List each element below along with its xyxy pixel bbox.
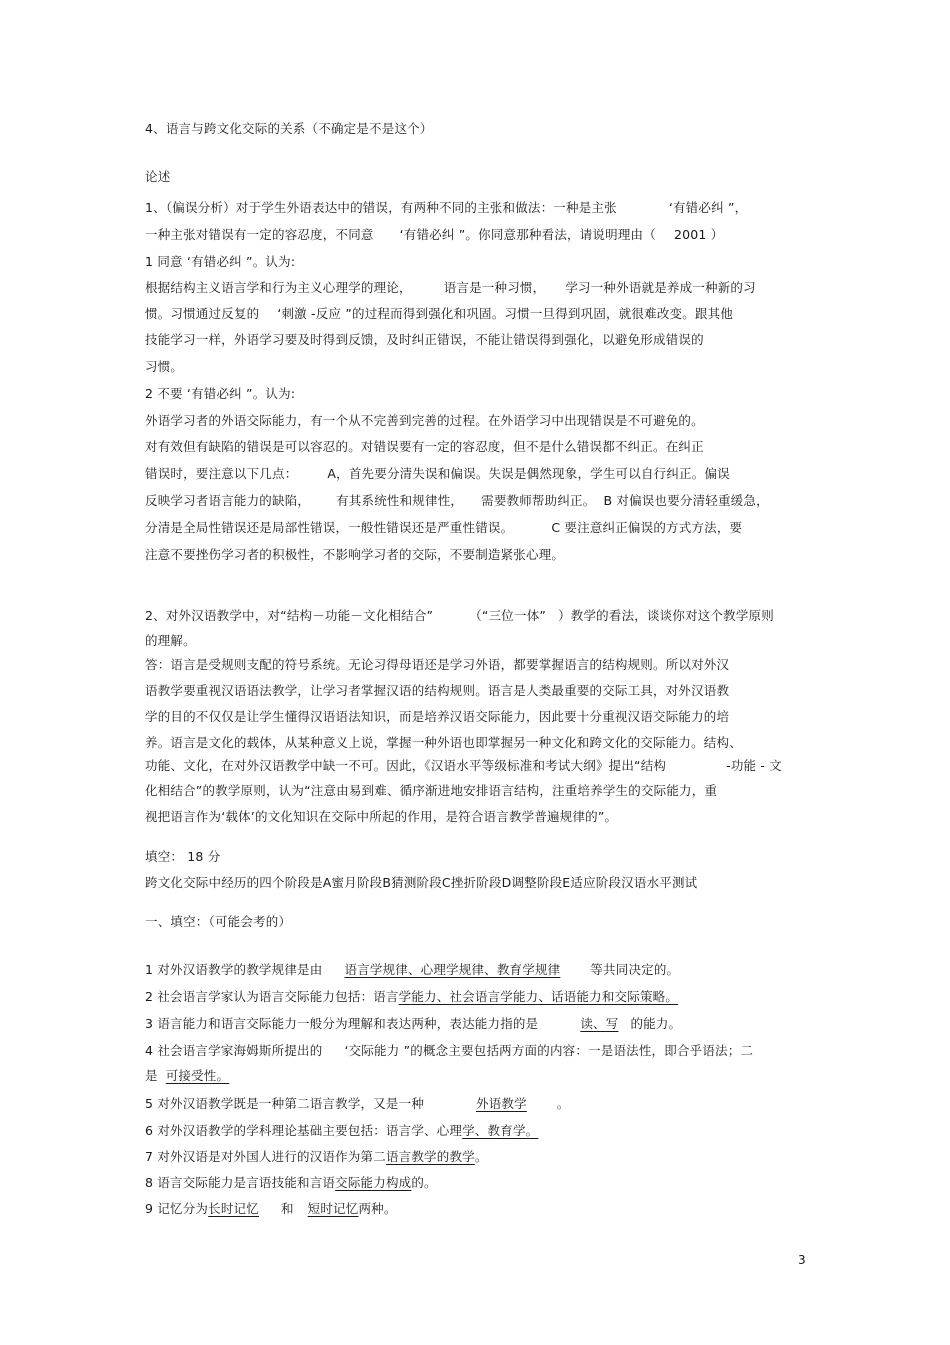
- q1-text: ‘有错必纠 ”。你同意那种看法，请说明理由（: [399, 227, 656, 242]
- page-number: 3: [798, 1253, 806, 1267]
- fill-answer: 短时记忆: [307, 1201, 359, 1216]
- fill-text: 5 对外汉语教学既是一种第二语言教学，又是一种: [145, 1096, 425, 1111]
- disagree-line: 注意不要挫伤学习者的积极性，不影响学习者的交际，不要制造紧张心理。: [145, 547, 565, 562]
- agree-title: 1 同意 ‘有错必纠 ”。认为:: [145, 254, 296, 269]
- fill-answer: 学、教育学。: [462, 1123, 539, 1138]
- q1-text: 一种主张对错误有一定的容忍度，不同意: [145, 227, 374, 242]
- disagree-line: 对有效但有缺陷的错误是可以容忍的。对错误要有一定的容忍度，但不是什么错误都不纠正。在纠正: [145, 439, 704, 454]
- fill-text: 两种。: [358, 1201, 397, 1216]
- fill-answer: 学能力、社会语言学能力、话语能力和交际策略。: [398, 989, 679, 1004]
- fill-answer: 交际能力构成: [335, 1175, 412, 1190]
- fill-text: 等共同决定的。: [590, 962, 680, 977]
- fill-item-8: [145, 1175, 437, 1191]
- fill-item-4-cont: [145, 1068, 229, 1084]
- q1-text: 1、（偏误分析）对于学生外语表达中的错误，有两种不同的主张和做法：一种是主张: [145, 200, 617, 215]
- fill-text: 。: [556, 1096, 570, 1111]
- disagree-text: A，首先要分清失误和偏误。失误是偶然现象，学生可以自行纠正。偏误: [327, 466, 730, 481]
- essay-section-title: 论述: [145, 169, 171, 184]
- fill-text: 9 记忆分为: [145, 1201, 209, 1216]
- fill-item-3: [145, 1016, 681, 1032]
- fill-score: 填空： 18 分: [145, 849, 221, 864]
- q2-answer-line: 视把语言作为‘载体’的文化知识在交际中所起的作用，是符合语言教学普遍规律的”。: [145, 809, 618, 824]
- fill-text: 和: [280, 1201, 294, 1216]
- q2-line-2: 的理解。: [145, 633, 196, 648]
- fill-answer: 语言学规律、心理学规律、教育学规律: [344, 962, 561, 977]
- fill-answer: 外语教学: [476, 1096, 527, 1111]
- fill-item-4: [145, 1043, 753, 1059]
- fill-text: 的。: [411, 1175, 437, 1190]
- q2-answer-text: -功能 - 文: [726, 758, 783, 773]
- fill-item-9: [145, 1201, 397, 1217]
- fill-text: 6 对外汉语教学的学科理论基础主要包括：语言学、心理: [145, 1123, 463, 1138]
- agree-line: 习惯。: [145, 359, 184, 374]
- fill-item-1: [145, 962, 679, 978]
- q1-text: ‘有错必纠 ”，: [668, 200, 748, 215]
- fill-text: 。: [474, 1149, 488, 1164]
- question-4-heading: 4、语言与跨文化交际的关系（不确定是不是这个）: [145, 121, 433, 136]
- q2-text: ）教学的看法，谈谈你对这个教学原则: [558, 608, 774, 623]
- disagree-text: 需要教师帮助纠正。: [481, 493, 596, 508]
- disagree-title: 2 不要 ‘有错必纠 ”。认为:: [145, 386, 296, 401]
- q2-text: （“三位一体”: [469, 608, 547, 623]
- q1-line-2: [145, 227, 723, 243]
- stages-line: 跨文化交际中经历的四个阶段是A蜜月阶段B猜测阶段C挫折阶段D调整阶段E适应阶段汉语水平测试: [145, 875, 698, 890]
- disagree-text: C 要注意纠正偏误的方式方法，要: [551, 520, 743, 535]
- fill-item-2: [145, 989, 730, 1005]
- agree-text: 惯。习惯通过反复的: [145, 306, 260, 321]
- disagree-line: [145, 520, 742, 536]
- fill-section-title: 一、填空：（可能会考的）: [145, 914, 292, 929]
- fill-text: 8 语言交际能力是言语技能和言语: [145, 1175, 336, 1190]
- q2-answer-text: 功能、文化，在对外汉语教学中缺一不可。因此，《汉语水平等级标准和考试大纲》提出“结构: [145, 758, 667, 773]
- fill-text: 3 语言能力和语言交际能力一般分为理解和表达两种，表达能力指的是: [145, 1016, 539, 1031]
- q2-answer-line: 答：语言是受规则支配的符号系统。无论习得母语还是学习外语，都要掌握语言的结构规则。所以对外汉: [145, 657, 730, 672]
- q1-line-1: [145, 200, 747, 216]
- disagree-text: 分清是全局性错误还是局部性错误，一般性错误还是严重性错误。: [145, 520, 514, 535]
- q2-answer-line: [145, 758, 782, 774]
- q2-answer-line: 语教学要重视汉语语法教学，让学习者掌握汉语的结构规则。语言是人类最重要的交际工具，对外汉语教: [145, 683, 730, 698]
- fill-answer: 语言教学的教学: [385, 1149, 475, 1164]
- fill-text: 的能力。: [630, 1016, 682, 1031]
- agree-line: [145, 280, 756, 296]
- q2-line-1: [145, 608, 774, 624]
- fill-answer: 读、写: [580, 1016, 619, 1031]
- fill-text: 1 对外汉语教学的教学规律是由: [145, 962, 323, 977]
- agree-text: 根据结构主义语言学和行为主义心理学的理论，: [145, 280, 412, 295]
- agree-line: [145, 306, 733, 322]
- q2-answer-line: 化相结合”的教学原则，认为“注意由易到难、循序渐进地安排语言结构，注重培养学生的交际能力，重: [145, 783, 718, 798]
- disagree-text: B 对偏误也要分清轻重缓急，: [603, 493, 769, 508]
- fill-text: 7 对外汉语是对外国人进行的汉语作为第二: [145, 1149, 386, 1164]
- disagree-line: [145, 466, 730, 482]
- fill-answer: 长时记忆: [208, 1201, 259, 1216]
- q1-text: 2001 ）: [673, 227, 724, 242]
- agree-line: 技能学习一样，外语学习要及时得到反馈，及时纠正错误，不能让错误得到强化，以避免形成错误的: [145, 332, 704, 347]
- fill-text: 4 社会语言学家海姆斯所提出的: [145, 1043, 323, 1058]
- fill-item-7: [145, 1149, 488, 1165]
- disagree-text: 错误时，要注意以下几点：: [145, 466, 298, 481]
- fill-item-6: [145, 1123, 568, 1139]
- agree-text: 学习一种外语就是养成一种新的习: [565, 280, 756, 295]
- fill-answer: 可接受性。: [165, 1068, 230, 1083]
- fill-text: 2 社会语言学家认为语言交际能力包括：语言: [145, 989, 399, 1004]
- agree-text: ‘刺激 -反应 ”的过程而得到强化和巩固。习惯一旦得到巩固，就很难改变。跟其他: [277, 306, 734, 321]
- q2-answer-line: 养。语言是文化的载体，从某种意义上说，掌握一种外语也即掌握另一种文化和跨文化的交际能力。结构、: [145, 735, 742, 750]
- disagree-line: [145, 493, 769, 509]
- q2-answer-line: 学的目的不仅仅是让学生懂得汉语语法知识，而是培养汉语交际能力，因此要十分重视汉语交际能力的培: [145, 709, 730, 724]
- fill-text: 是: [145, 1068, 158, 1083]
- disagree-line: 外语学习者的外语交际能力，有一个从不完善到完善的过程。在外语学习中出现错误是不可避免的。: [145, 413, 704, 428]
- fill-text: ‘交际能力 ”的概念主要包括两方面的内容：一是语法性，即合乎语法；二: [344, 1043, 754, 1058]
- disagree-text: 有其系统性和规律性，: [336, 493, 464, 508]
- agree-text: 语言是一种习惯，: [443, 280, 546, 295]
- disagree-text: 反映学习者语言能力的缺陷，: [145, 493, 311, 508]
- q2-text: 2、对外汉语教学中，对“结构－功能－文化相结合”: [145, 608, 434, 623]
- fill-item-5: [145, 1096, 570, 1112]
